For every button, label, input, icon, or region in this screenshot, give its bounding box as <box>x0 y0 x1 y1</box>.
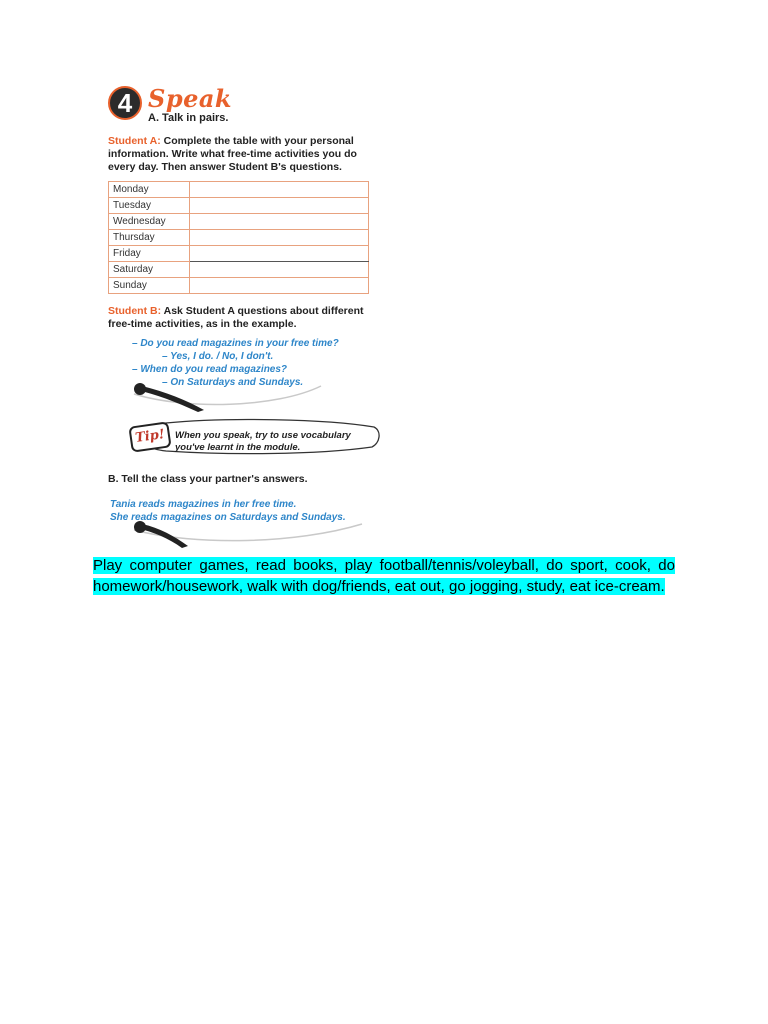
student-a-text: Complete the table with your personal information. Write what free-time activities you do every day. Then answer Student B's questions. <box>108 135 357 173</box>
table-row <box>109 198 369 214</box>
day-label: Friday <box>109 246 190 262</box>
day-answer-cell[interactable] <box>189 246 368 262</box>
day-answer-cell[interactable] <box>189 278 368 294</box>
tip-text: When you speak, try to use vocabulary you've learnt in the module. <box>175 430 351 453</box>
day-answer-cell[interactable] <box>189 230 368 246</box>
part-b-heading: B. Tell the class your partner's answers. <box>108 473 308 485</box>
days-table <box>108 181 369 294</box>
day-answer-cell[interactable] <box>189 262 368 278</box>
student-b-label: Student B: <box>108 305 162 317</box>
dialogue-line: – Do you read magazines in your free time? <box>132 338 339 349</box>
day-label: Tuesday <box>109 198 190 214</box>
tip-badge <box>128 421 171 452</box>
vocabulary-note <box>93 555 675 597</box>
day-label: Sunday <box>109 278 190 294</box>
part-a-heading: A. Talk in pairs. <box>148 112 229 124</box>
answer-line: She reads magazines on Saturdays and Sundays. <box>110 512 346 523</box>
dialogue-line: – Yes, I do. / No, I don't. <box>162 351 274 362</box>
day-label: Monday <box>109 182 190 198</box>
vocabulary-note-text: Play computer games, read books, play football/tennis/voleyball, do sport, cook, do homework/housework, walk with dog/friends, eat out, go jogging, study, eat ice-cream. <box>93 557 675 595</box>
table-row <box>109 230 369 246</box>
student-b-text: Ask Student A questions about different free-time activities, as in the example. <box>108 305 364 330</box>
day-answer-cell[interactable] <box>189 214 368 230</box>
table-row <box>109 278 369 294</box>
table-row <box>109 246 369 262</box>
day-label: Wednesday <box>109 214 190 230</box>
day-label: Saturday <box>109 262 190 278</box>
day-answer-cell[interactable] <box>189 182 368 198</box>
section-number-badge: 4 <box>108 86 142 120</box>
dialogue-line: – When do you read magazines? <box>132 364 288 375</box>
student-b-instruction <box>108 305 378 331</box>
table-row <box>109 262 369 278</box>
student-a-label: Student A: <box>108 135 161 147</box>
dialogue-line: – On Saturdays and Sundays. <box>162 377 304 388</box>
day-label: Thursday <box>109 230 190 246</box>
table-row <box>109 182 369 198</box>
day-answer-cell[interactable] <box>189 198 368 214</box>
section-title: Speak <box>148 84 233 113</box>
answer-line: Tania reads magazines in her free time. <box>110 499 297 510</box>
tip-label: Tip! <box>134 427 166 446</box>
student-a-instruction <box>108 135 378 174</box>
speech-bubble-tail-icon <box>126 520 366 556</box>
table-row <box>109 214 369 230</box>
